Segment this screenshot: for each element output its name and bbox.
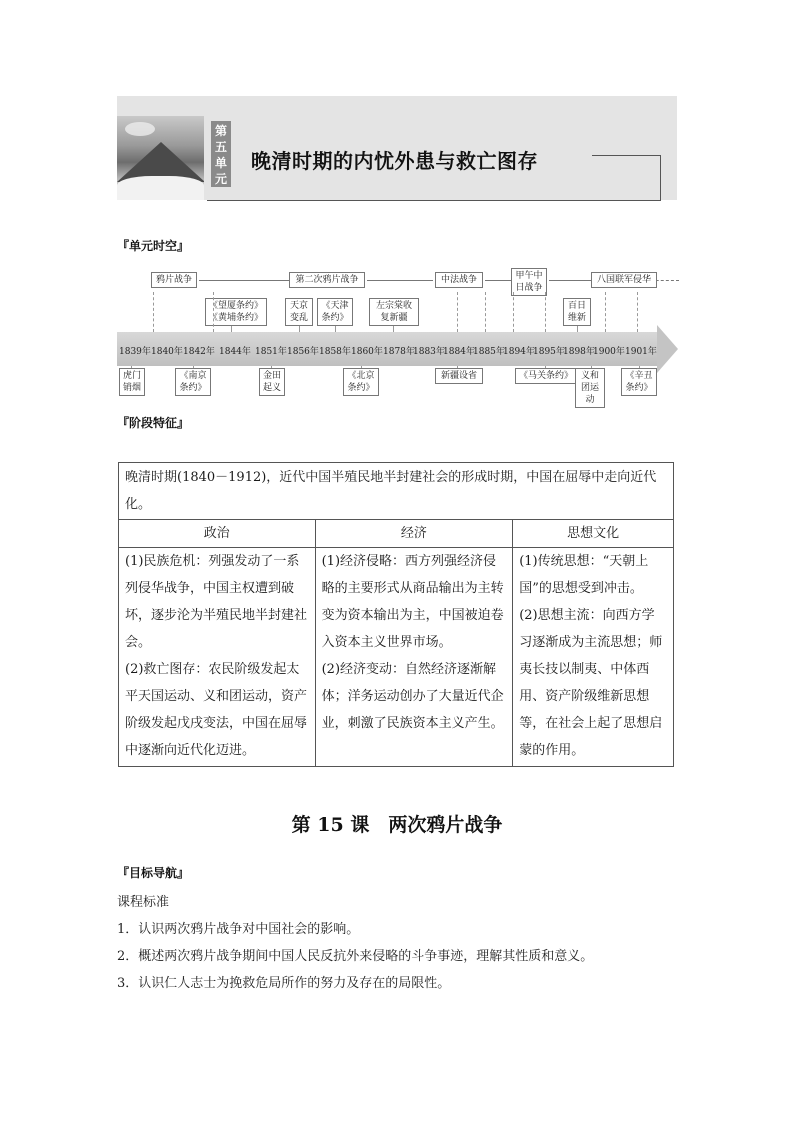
year-label: 1901年 bbox=[625, 347, 657, 357]
war-opium: 鸦片战争 bbox=[151, 272, 197, 288]
event-jintian: 金田起义 bbox=[259, 368, 285, 396]
standard-item: 2．概述两次鸦片战争期间中国人民反抗外来侵略的斗争事迹，理解其性质和意义。 bbox=[117, 949, 594, 964]
banner-corner-line bbox=[660, 155, 661, 201]
unit-number-tag: 第 五 单 元 bbox=[211, 121, 231, 187]
standard-item: 3．认识仁人志士为挽救危局所作的努力及存在的局限性。 bbox=[117, 976, 451, 991]
event-shimonoseki-treaty: 《马关条约》 bbox=[515, 368, 577, 384]
year-label: 1842年 bbox=[183, 347, 215, 357]
year-label: 1884年 bbox=[443, 347, 475, 357]
event-zuo-xinjiang: 左宗棠收复新疆 bbox=[369, 298, 419, 326]
war-eight-nation: 八国联军侵华 bbox=[591, 272, 657, 288]
year-label: 1894年 bbox=[503, 347, 535, 357]
timeline-arrow-head bbox=[657, 325, 678, 373]
event-tianjin-treaty: 《天津条约》 bbox=[317, 298, 353, 326]
year-label: 1860年 bbox=[351, 347, 383, 357]
event-beijing-treaty: 《北京条约》 bbox=[343, 368, 379, 396]
column-economy-header: 经济 bbox=[315, 520, 513, 548]
year-label: 1895年 bbox=[533, 347, 565, 357]
event-xinjiang-province: 新疆设省 bbox=[435, 368, 483, 384]
history-timeline bbox=[117, 262, 679, 405]
event-xinchou-treaty: 《辛丑条约》 bbox=[621, 368, 657, 396]
features-summary: 晚清时期(1840－1912)，近代中国半殖民地半封建社会的形成时期，中国在屈辱中走向近代化。 bbox=[119, 463, 674, 520]
column-politics-header: 政治 bbox=[119, 520, 316, 548]
year-label: 1840年 bbox=[151, 347, 183, 357]
war-sino-japanese: 甲午中日战争 bbox=[511, 268, 547, 296]
year-label: 1878年 bbox=[383, 347, 415, 357]
event-humen: 虎门销烟 bbox=[119, 368, 145, 396]
standards-label: 课程标准 bbox=[117, 895, 170, 910]
year-label: 1856年 bbox=[287, 347, 319, 357]
year-label: 1858年 bbox=[319, 347, 351, 357]
event-tianjing-incident: 天京变乱 bbox=[285, 298, 313, 326]
year-label: 1839年 bbox=[119, 347, 151, 357]
event-hundred-days: 百日维新 bbox=[563, 298, 591, 326]
banner-corner-line bbox=[592, 155, 661, 156]
section-stage-features: 『阶段特征』 bbox=[117, 416, 190, 430]
year-label: 1885年 bbox=[473, 347, 505, 357]
unit-title: 晚清时期的内忧外患与救亡图存 bbox=[251, 149, 538, 173]
politics-cell: (1)民族危机：列强发动了一系列侵华战争，中国主权遭到破坏，逐步沦为半殖民地半封建社会。 (2)救亡图存：农民阶级发起太平天国运动、义和团运动，资产阶级发起戊戌变法，中国在屈辱中逐渐向近代化迈进。 bbox=[119, 548, 316, 767]
event-nanjing-treaty: 《南京条约》 bbox=[175, 368, 211, 396]
war-second-opium: 第二次鸦片战争 bbox=[289, 272, 365, 288]
year-label: 1898年 bbox=[563, 347, 595, 357]
column-culture-header: 思想文化 bbox=[513, 520, 674, 548]
stage-features-table bbox=[118, 462, 674, 767]
year-label: 1900年 bbox=[593, 347, 625, 357]
year-label: 1844年 bbox=[219, 347, 251, 357]
banner-underline bbox=[207, 200, 661, 201]
war-sino-french: 中法战争 bbox=[435, 272, 483, 288]
economy-cell: (1)经济侵略：西方列强经济侵略的主要形式从商品输出为主转变为资本输出为主，中国被迫卷入资本主义世界市场。 (2)经济变动：自然经济逐渐解体；洋务运动创办了大量近代企业，刺激了民族资本主义产生。 bbox=[315, 548, 513, 767]
year-label: 1883年 bbox=[413, 347, 445, 357]
section-goal-nav: 『目标导航』 bbox=[117, 866, 190, 880]
section-unit-timespace: 『单元时空』 bbox=[117, 239, 190, 253]
year-label: 1851年 bbox=[255, 347, 287, 357]
banner-mountain-image bbox=[117, 116, 204, 200]
culture-cell: (1)传统思想：“天朝上国”的思想受到冲击。 (2)思想主流：向西方学习逐渐成为主流思想；师夷长技以制夷、中体西用、资产阶级维新思想等，在社会上起了思想启蒙的作用。 bbox=[513, 548, 674, 767]
event-boxer-movement: 义和团运动 bbox=[575, 368, 605, 408]
standard-item: 1．认识两次鸦片战争对中国社会的影响。 bbox=[117, 922, 360, 937]
event-wangxia-huangpu: 《望厦条约》《黄埔条约》 bbox=[205, 298, 267, 326]
lesson-title: 第 15 课 两次鸦片战争 bbox=[291, 814, 503, 836]
